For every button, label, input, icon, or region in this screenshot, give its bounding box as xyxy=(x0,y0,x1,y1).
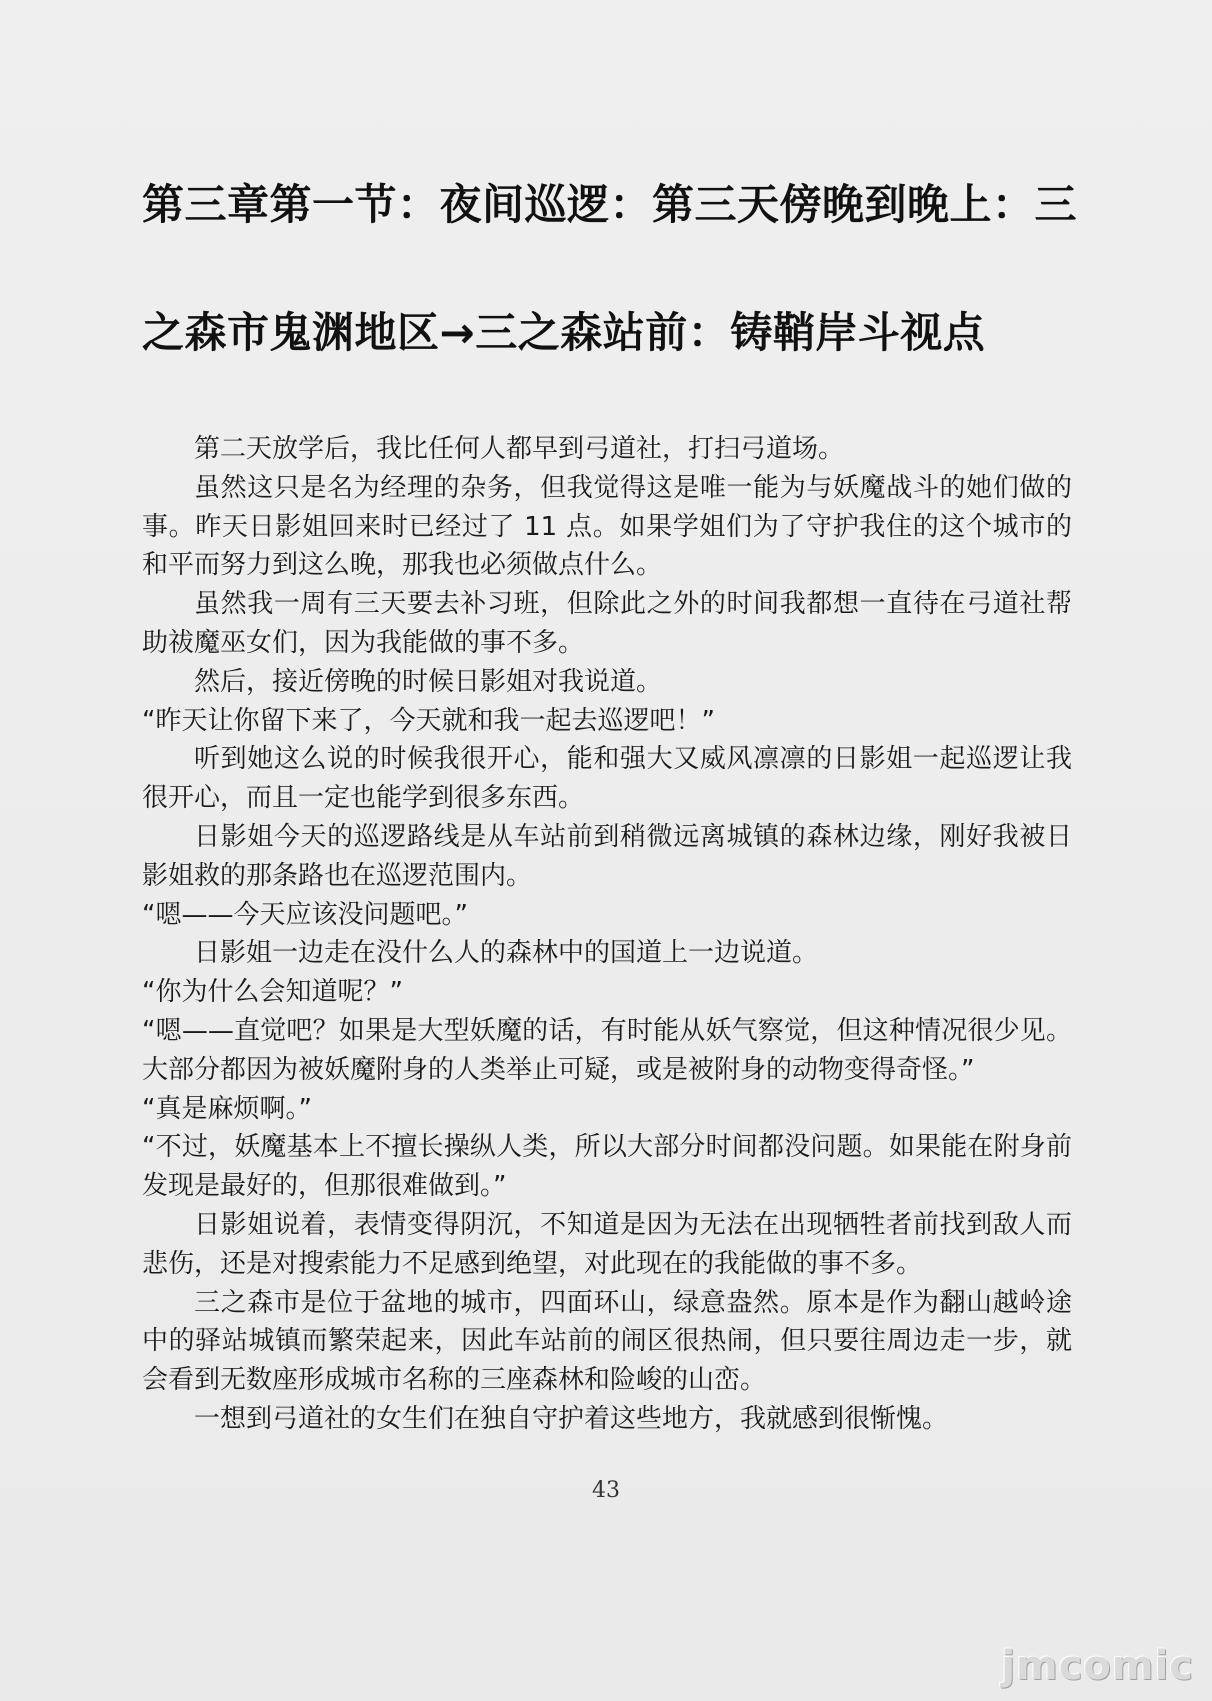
page-number: 43 xyxy=(592,1478,620,1503)
paragraph: 日影姐今天的巡逻路线是从车站前到稍微远离城镇的森林边缘，刚好我被日影姐救的那条路也在巡逻范围内。 xyxy=(142,821,1072,891)
chapter-title-line-2: 之森市鬼渊地区→三之森站前：铸鞘岸斗视点 xyxy=(142,308,986,357)
chapter-title xyxy=(142,168,1082,424)
watermark-logo: jmcomic xyxy=(1001,1643,1194,1689)
dialogue-line: “不过，妖魔基本上不擅长操纵人类，所以大部分时间都没问题。如果能在附身前发现是最好的，但那很难做到。” xyxy=(142,1132,1072,1202)
paragraph: 然后，接近傍晚的时候日影姐对我说道。 xyxy=(194,666,663,697)
paragraph: 三之森市是位于盆地的城市，四面环山，绿意盎然。原本是作为翻山越岭途中的驿站城镇而繁荣起来，因此车站前的闹区很热闹，但只要往周边走一步，就会看到无数座形成城市名称的三座森林和险峻的山峦。 xyxy=(142,1287,1072,1396)
dialogue-line: “嗯——今天应该没问题吧。” xyxy=(142,899,468,930)
paragraph: 听到她这么说的时候我很开心，能和强大又威风凛凛的日影姐一起巡逻让我很开心，而且一定也能学到很多东西。 xyxy=(142,744,1072,814)
paragraph: 日影姐一边走在没什么人的森林中的国道上一边说道。 xyxy=(194,938,819,969)
paragraph: 一想到弓道社的女生们在独自守护着这些地方，我就感到很惭愧。 xyxy=(194,1403,949,1434)
dialogue-line: “嗯——直觉吧？如果是大型妖魔的话，有时能从妖气察觉，但这种情况很少见。大部分都因为被妖魔附身的人类举止可疑，或是被附身的动物变得奇怪。” xyxy=(142,1015,1072,1085)
paragraph: 日影姐说着，表情变得阴沉，不知道是因为无法在出现牺牲者前找到敌人而悲伤，还是对搜索能力不足感到绝望，对此现在的我能做的事不多。 xyxy=(142,1209,1072,1279)
dialogue-line: “昨天让你留下来了，今天就和我一起去巡逻吧！” xyxy=(142,705,715,736)
chapter-title-line-1: 第三章第一节：夜间巡逻：第三天傍晚到晚上：三 xyxy=(142,180,1078,229)
paragraph: 虽然这只是名为经理的杂务，但我觉得这是唯一能为与妖魔战斗的她们做的事。昨天日影姐回来时已经过了 11 点。如果学姐们为了守护我住的这个城市的和平而努力到这么晚，那我也必须做点什么。 xyxy=(142,472,1072,581)
paragraph: 第二天放学后，我比任何人都早到弓道社，打扫弓道场。 xyxy=(194,434,845,464)
dialogue-line: “你为什么会知道呢？” xyxy=(142,977,403,1008)
chapter-body xyxy=(142,430,1072,1439)
dialogue-line: “真是麻烦啊。” xyxy=(142,1093,312,1124)
paragraph: 虽然我一周有三天要去补习班，但除此之外的时间我都想一直待在弓道社帮助祓魔巫女们，因为我能做的事不多。 xyxy=(142,589,1072,658)
